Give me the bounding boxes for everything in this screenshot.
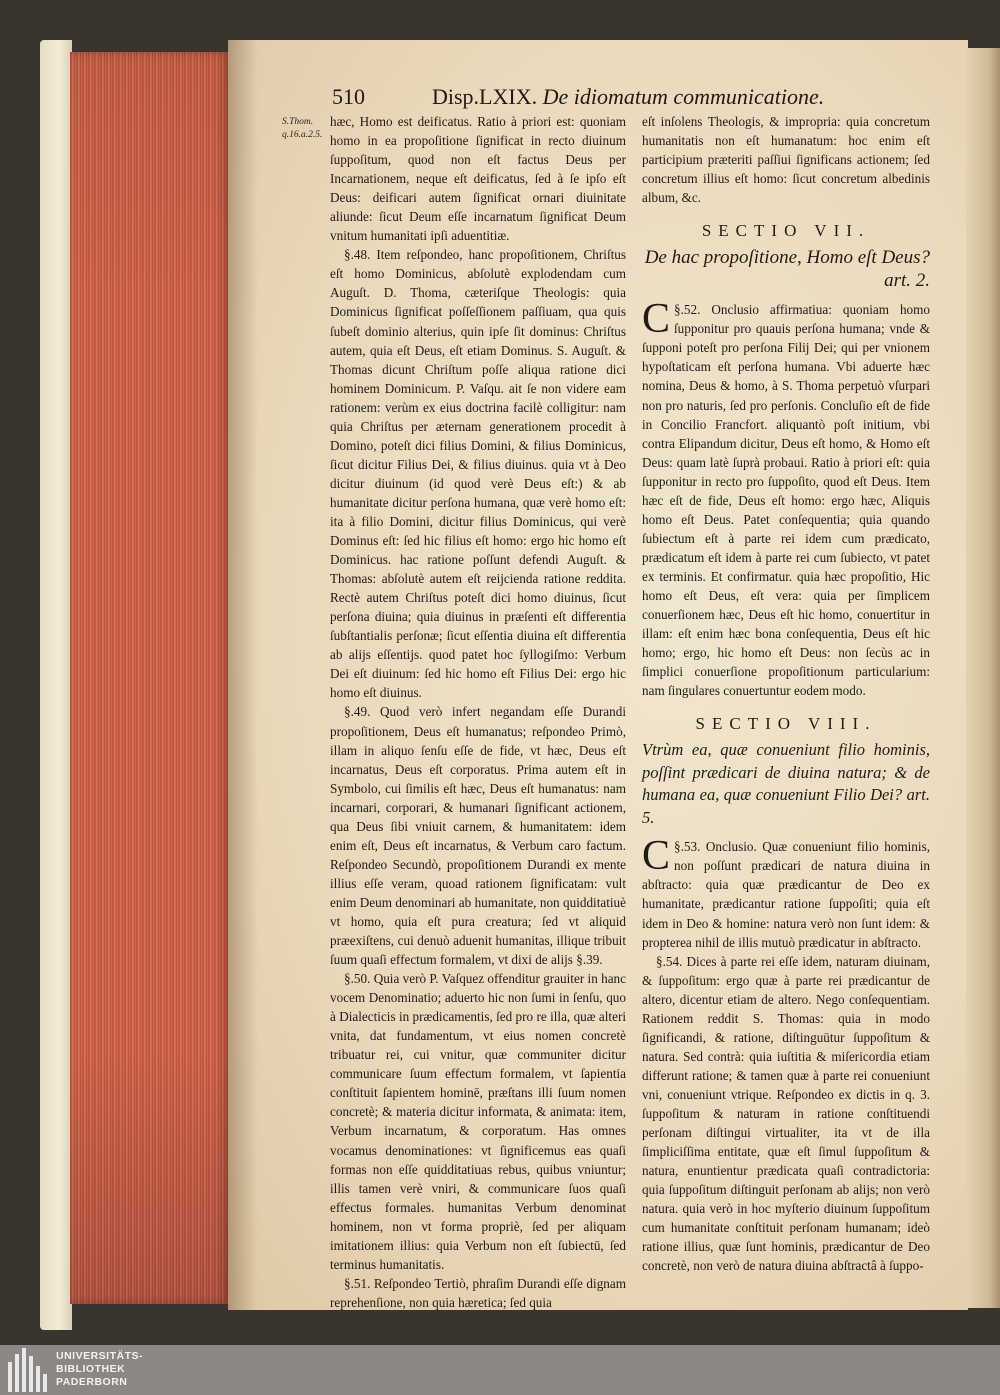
running-head [432, 84, 824, 110]
paragraph: §.50. Quia verò P. Vaſquez offenditur grauiter in hanc vocem Denominatio; aduerto hic non ſumi in ſenſu, quo à Dialecticis in prædicamentis, ſed pro re illa, quæ alteri vnita, dat fundamentum, vt eius nomen concretè tribuatur rei, cui vnitur, quæ communiter dicitur communicare ſuum effectum formalem, vt ſapientia conſtituit ſapientem hominē, præſtans illi ſuum nomen concretè; & materia dicitur informata, & animata: item, Verbum incarnatum, & corporatum. Has omnes vocamus denominationes: vt ſignificemus eas quaſi formas non eſſe quidditatiuas rebus, quibus vniuntur; illis tamen verè vniri, & communicare ſuos quaſi effectus formales. humanitas Verbum denominat hominem, non vt forma propriè, ſed per aliquam imitationem illius: quia Verbum non eſt ſubiectū, ſed terminus humanitatis. [330, 971, 626, 1272]
library-footer [0, 1345, 1000, 1395]
paragraph: hæc, Homo est deificatus. Ratio à priori est: quoniam homo in ea propoſitione ſignificat in recto diuinum ſuppoſitum, quod non eſt factus Deus per Incarnationem, neque eſt deificatus, ſed à ſe ipſo eſt Deus: deificari autem ſignificat ornari diuinitate aliunde: ſicut Deum eſſe incarnatum ſignificat Deum vnitum humanitati ipſi aduentitiæ. [330, 114, 626, 244]
paragraph-text: Onclusio affirmatiua: quoniam homo ſupponitur pro quauis perſona humana; vnde & ſupponi poteſt pro perſona Filij Dei; qui per vnionem hypoſtaticam eſt perſona humana. Vbi aduerte hæc nomina, Deus & homo, à S. Thoma perpetuò vſurpari non pro naturis, ſed pro perſonis. Concluſio eſt de fide in Concilio Francfort. aliquantò poſt initium, vbi contra Elipandum dicitur, Deus eſt homo, & Homo eſt Deus: quam latè ſuprà probaui. Ratio à priori eſt: quia ſupponitur in recto pro ſuppoſito, quod eſt Deus. Item hæc eſt de fide, Deus eſt homo: ergo hæc, Aliquis homo eſt Deus. Patet conſequentia; quia quando ſubiectum eſt à parte rei idem cum prædicato, prædicatum eſt idem à parte rei cum ſubiecto, vt patet ex terminis. Et confirmatur. quia hæc propoſitio, Hic homo eſt Deus, eſt vera: quia per ſimplicem conuerſionem hæc, Deus eſt hic homo, conuertitur in illam: eſt enim hæc bona conſequentia, Deus eſt hic homo; ergo, hic homo eſt Deus: non ſecùs ac in ſimplici conuerſione propoſitionum particularium: nam ſingulares conuertuntur eodem modo. [642, 302, 931, 699]
section-title: SECTIO VIII. [695, 714, 877, 734]
section-subtitle: Vtrùm ea, quæ conueniunt filio hominis, poſſint prædicari de diuina natura; & de humana ea, quæ conueniunt Filio Dei? art. 5. [642, 740, 930, 827]
library-name-line: PADERBORN [56, 1376, 128, 1388]
paragraph [642, 833, 930, 951]
page-number: 510 [332, 84, 365, 109]
library-name-line: UNIVERSITÄTS- [56, 1350, 144, 1362]
running-head-prefix: Disp.LXIX. [432, 84, 538, 109]
library-ownership-stamp [13, 315, 163, 435]
paragraph: §.48. Item reſpondeo, hanc propoſitionem, Chriſtus eſt homo Dominicus, abſolutè explodendam cum Auguſt. D. Thoma, cæteriſque Theologis: quia Dominicus ſignificat poſſeſſionem paſſiuam, qua quis ſubeſt dominio alterius, quin ipſe ſit dominus: Chriſtus autem, quia eſt Deus, eſt etiam Dominus. S. Auguſt. & Thomas dicunt Chriſtum poſſe aliqua ratione dici hominem Dominicum. P. Vaſqu. ait ſe non videre eam rationem: verùm ex eius doctrina facilè colligitur: nam quia Chriſtus per æternam generationem procedit à Domino, poteſt dici filius Domini, & filius Dominicus, ſicut dicitur Filius Dei, & filius diuinus. quia vt à Deo dicitur diuinum (id quod verè Deus eſt:) & ab humanitate dicitur perſona humana, quæ verè homo eſt: ita à filio Domini, dicitur filius Dominicus, qui verè Dominus eſt: ſed hic filius eſt homo: ergo hic homo eſt Dominicus. hac ratione poſſunt defendi Auguſt. & Thomas: abſolutè autem eſt reijcienda ratione reddita. Rectè autem Chriſtus poteſt dici homo diuinus, ſicut perſona diuina; quia diuinus in præſenti eſt differentia ſubſtantialis perſonæ; ſicut eſſentia diuina eſt differentia ab alijs eſſentijs. quod patet hoc ſyllogiſmo: Verbum Dei eſt diuinum: ſed hic homo eſt Filius Dei: ergo hic homo eſt diuinus. [330, 247, 626, 701]
section-title: SECTIO VII. [701, 221, 871, 241]
paragraph-text: Onclusio. Quæ conueniunt filio hominis, non poſſunt prædicari de natura diuina in abſtracto: quia quæ prædicantur de Deo ex humanitate, prædicantur ratione ſuppoſiti; quia eſt idem in Deo & homine: natura verò non ſunt idem: & propterea nihil de illis mutuò prædicatur in abſtracto. [642, 839, 930, 950]
paragraph-number: §.53. [674, 839, 701, 855]
right-column [642, 112, 930, 1275]
paragraph [642, 296, 931, 700]
left-column [330, 112, 626, 1312]
running-head-title: De idiomatum communicatione. [542, 84, 825, 109]
paragraph: §.49. Quod verò infert negandam eſſe Durandi propoſitionem, Deus eſt humanatus; reſpondeo Primò, illam in aliquo ſenſu eſſe de fide, vt hæc, Deus eſt incarnatus, Deus eſt corporatus. Prima autem eſt in Symbolo, cui ſimilis eſt hæc, Deus eſt humanatus: nam incarnari, corporari, & humanari ſignificant actionem, qua Deus ſibi vniuit carnem, & humanitatem: idem enim eſt, Deus eſt incarnatus, & Verbum caro factum. Reſpondeo Secundò, propoſitionem Durandi ex mente illius eſſe veram, quoad rationem ſignificatam: vult enim Deum denominari ab humanitate, non quidditatiuè vt homo, quia eſt pura creatura; ſed vt aliquid præexiſtens, cui denuò aduenit humanitas, illique tribuit ſuum quaſi effectum formalem, vt dixi de alijs §.39. [330, 704, 626, 968]
library-logo-icon [8, 1348, 52, 1392]
paragraph: §.54. Dices à parte rei eſſe idem, naturam diuinam, & ſuppoſitum: ergo quæ à parte rei prædicantur de altero, dicentur etiam de altero. Nego conſequentiam. Rationem reddit S. Thomas: quia in modo ſignificandi, & ratione, diſtinguūtur ſuppoſitum & natura. Sed contrà: quia iuſtitia & miſericordia etiam differunt ratione; & tamen quæ à parte rei conueniunt vni, conueniunt vtrique. Reſpondeo ex dictis in q. 3. ſuppoſitum & naturam in ratione conſtituendi perſonam diſtingui virtualiter, ita vt de illa ſimpliciſſima entitate, quæ eſt ſimul ſuppoſitum & natura, enuntientur prædicata quaſi contradictoria: quia ſuppoſitum diſtinguit perſonam ab alijs; non verò natura. quia verò in hoc myſterio diuinum ſuppoſitum cum humanitate conſtituit perſonam humanam; ideò ratione illius, quæ ſunt hominis, prædicantur de Deo concretè, non verò de natura diuina abſtractâ à ſuppo- [642, 953, 930, 1274]
facing-page-edge [966, 48, 1000, 1308]
margin-note: S.Thom. q.16.a.2.5. [282, 117, 323, 140]
drop-cap: C [642, 833, 671, 880]
library-name-line: BIBLIOTHEK [56, 1363, 126, 1375]
section-subtitle: De hac propoſitione, Homo eſt Deus? art. 2. [644, 247, 930, 292]
drop-cap: C [642, 296, 671, 343]
red-page-edges [70, 52, 230, 1304]
paragraph-number: §.52. [674, 302, 701, 318]
book-cover-edge [40, 40, 72, 1330]
paragraph: §.51. Reſpondeo Tertiò, phraſim Durandi eſſe dignam reprehenſione, non quia hæretica; ſed quia [330, 1275, 626, 1310]
paragraph: eſt inſolens Theologis, & impropria: quia concretum humanitatis non eſt humanatum: hoc enim eſt participium præteriti paſſiui ſignificans actionem; ſed concretum illius eſt homo: ſicut concretum albedinis album, &c. [642, 114, 930, 206]
